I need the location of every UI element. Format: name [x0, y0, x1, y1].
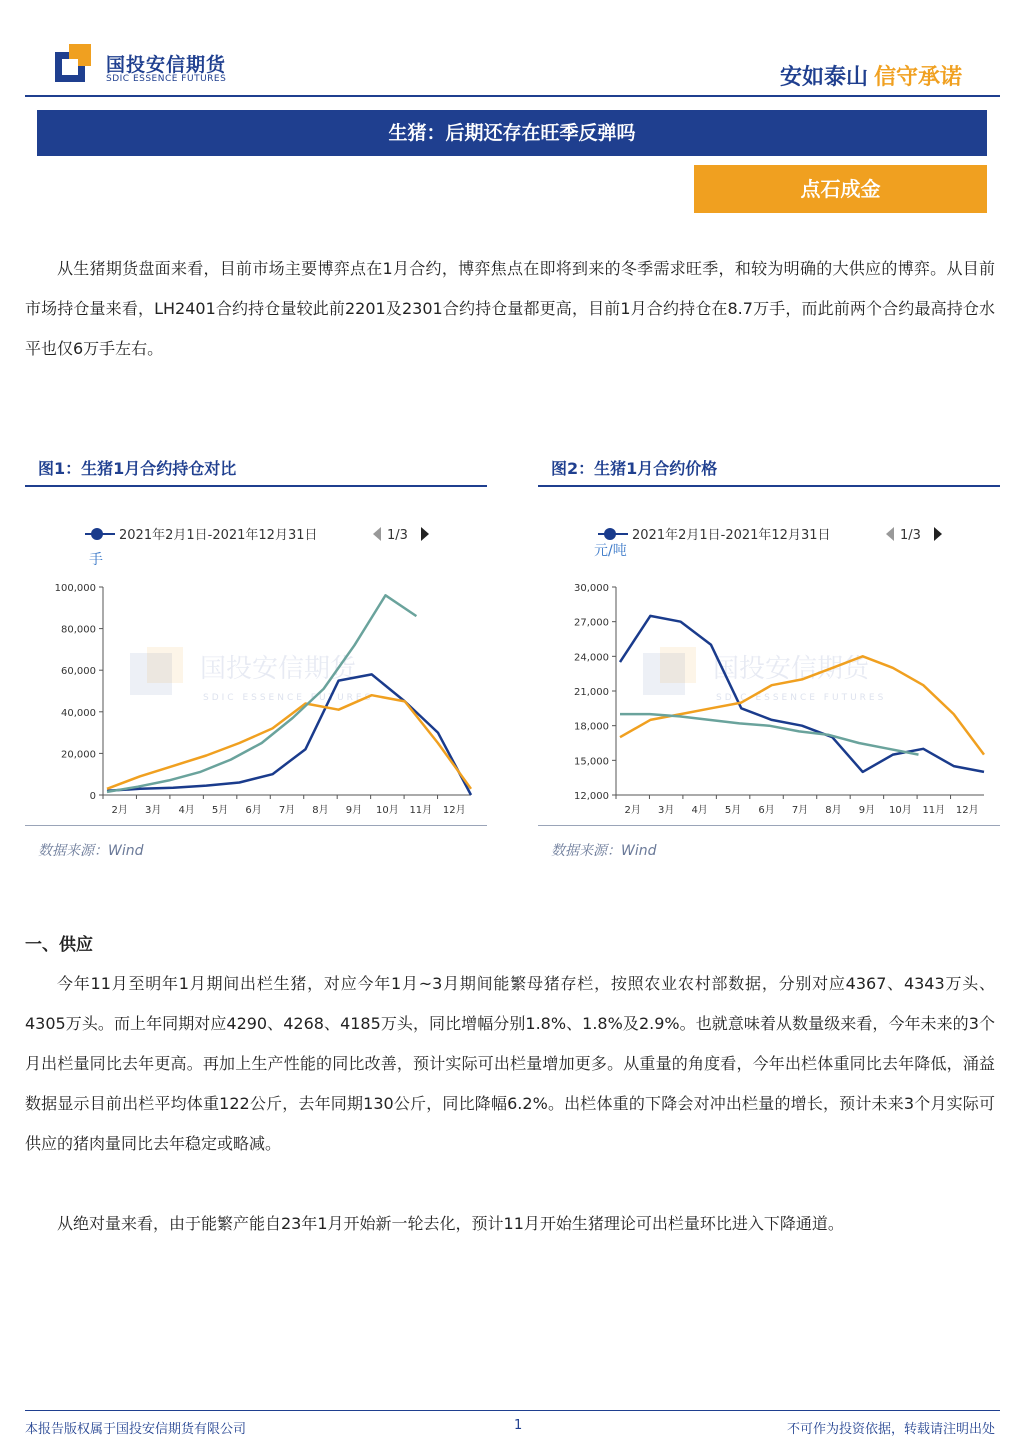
next-page-icon[interactable]: [934, 527, 942, 541]
logo-en-text: SDIC ESSENCE FUTURES: [106, 74, 227, 84]
figure1-chart: [25, 495, 487, 825]
prev-page-icon[interactable]: [373, 527, 381, 541]
watermark-text: 国投安信期货: [713, 654, 870, 684]
y-tick-label: 30,000: [574, 583, 609, 594]
page-number: 1: [514, 1418, 523, 1433]
footer-divider: [25, 1410, 1000, 1411]
figure2-top-rule: [538, 485, 1000, 487]
x-tick-label: 10月: [375, 805, 399, 816]
figure2-svg: [538, 495, 1000, 825]
figure1-bottom-rule: [25, 825, 487, 826]
watermark-en: SDIC ESSENCE FUTURES: [203, 693, 374, 703]
x-tick-label: 5月: [211, 805, 229, 816]
watermark-text: 国投安信期货: [200, 654, 357, 684]
slogan-part1: 安如泰山: [779, 65, 868, 90]
x-tick-label: 7月: [278, 805, 296, 816]
company-logo-icon: [55, 44, 95, 84]
page-title: 生猪：后期还存在旺季反弹吗: [37, 110, 987, 156]
figure2-chart: [538, 495, 1000, 825]
x-tick-label: 6月: [758, 805, 775, 816]
x-tick-label: 11月: [409, 805, 433, 816]
section-heading: 一、供应: [25, 935, 93, 955]
y-tick-label: 40,000: [61, 707, 96, 719]
footer-disclaimer: 不可作为投资依据，转载请注明出处: [786, 1422, 995, 1437]
x-tick-label: 9月: [345, 805, 363, 816]
footer-copyright: 本报告版权属于国投安信期货有限公司: [25, 1422, 247, 1437]
x-tick-label: 2月: [624, 805, 641, 816]
y-tick-label: 21,000: [574, 687, 609, 698]
tag-badge: 点石成金: [694, 165, 987, 213]
y-tick-label: 60,000: [61, 666, 96, 678]
x-tick-label: 4月: [691, 805, 708, 816]
series-line-2: [107, 695, 471, 789]
y-tick-label: 15,000: [574, 756, 609, 768]
x-tick-label: 6月: [245, 805, 262, 816]
watermark-icon-2: [147, 647, 183, 683]
prev-page-icon[interactable]: [886, 527, 894, 541]
watermark-icon-2: [660, 647, 696, 683]
header-divider: [25, 95, 1000, 97]
figure2-title: 图2：生猪1月合约价格: [551, 459, 718, 478]
x-tick-label: 7月: [791, 805, 809, 816]
watermark-en: SDIC ESSENCE FUTURES: [716, 693, 887, 703]
legend-date: 2021年2月1日-2021年12月31日: [632, 528, 831, 543]
legend-page: 1/3: [900, 528, 921, 543]
x-tick-label: 10月: [888, 805, 912, 816]
slogan: [780, 60, 962, 91]
x-tick-label: 9月: [858, 805, 876, 816]
figure2-bottom-rule: [538, 825, 1000, 826]
y-tick-label: 0: [89, 791, 96, 802]
y-unit: 元/吨: [594, 543, 627, 559]
x-tick-label: 3月: [144, 805, 162, 816]
x-tick-label: 5月: [724, 805, 742, 816]
y-unit: 手: [89, 552, 103, 568]
figure1-title: 图1：生猪1月合约持仓对比: [38, 459, 237, 478]
slogan-part2: 信守承诺: [873, 65, 962, 90]
figure2-source: 数据来源：Wind: [551, 843, 657, 859]
y-tick-label: 20,000: [61, 749, 96, 761]
x-tick-label: 3月: [657, 805, 675, 816]
y-tick-label: 24,000: [574, 652, 609, 664]
figure1-svg: [25, 495, 487, 825]
legend-page: 1/3: [387, 528, 408, 543]
x-tick-label: 2月: [111, 805, 128, 816]
intro-paragraph: 从生猪期货盘面来看，目前市场主要博弈点在1月合约，博弈焦点在即将到来的冬季需求旺季，和较为明确的大供应的博弈。从目前市场持仓量来看，LH2401合约持仓量较此前2201及2301合约持仓量都更高，目前1月合约持仓在8.7万手，而此前两个合约最高持仓水平也仅6万手左右。: [25, 259, 995, 358]
y-tick-label: 100,000: [54, 583, 96, 594]
x-tick-label: 8月: [312, 805, 329, 816]
y-tick-label: 18,000: [574, 721, 609, 733]
figure1-top-rule: [25, 485, 487, 487]
section-paragraph-2: 从绝对量来看，由于能繁产能自23年1月开始新一轮去化，预计11月开始生猪理论可出栏量环比进入下降通道。: [57, 1214, 844, 1233]
section-paragraph-1: 今年11月至明年1月期间出栏生猪，对应今年1月~3月期间能繁母猪存栏，按照农业农村部数据，分别对应4367、4343万头、4305万头。而上年同期对应4290、4268、4185万头，同比增幅分别1.8%、1.8%及2.9%。也就意味着从数量级来看，今年未来的3个月出栏量同比去年更高。再加上生产性能的同比改善，预计实际可出栏量增加更多。从重量的角度看，今年出栏体重同比去年降低，涌益数据显示目前出栏平均体重122公斤，去年同期130公斤，同比降幅6.2%。出栏体重的下降会对冲出栏量的增长，预计未来3个月实际可供应的猪肉量同比去年稳定或略减。: [25, 974, 995, 1153]
y-tick-label: 27,000: [574, 617, 609, 629]
next-page-icon[interactable]: [421, 527, 429, 541]
logo-cn-text: 国投安信期货: [106, 54, 227, 76]
x-tick-label: 8月: [825, 805, 842, 816]
x-tick-label: 12月: [442, 805, 466, 816]
x-tick-label: 4月: [178, 805, 195, 816]
legend-marker: [604, 528, 616, 540]
x-tick-label: 12月: [955, 805, 979, 816]
figure1-source: 数据来源：Wind: [38, 843, 144, 859]
legend-marker: [91, 528, 103, 540]
y-tick-label: 80,000: [61, 624, 96, 636]
x-tick-label: 11月: [922, 805, 946, 816]
legend-date: 2021年2月1日-2021年12月31日: [119, 528, 318, 543]
y-tick-label: 12,000: [574, 791, 609, 802]
